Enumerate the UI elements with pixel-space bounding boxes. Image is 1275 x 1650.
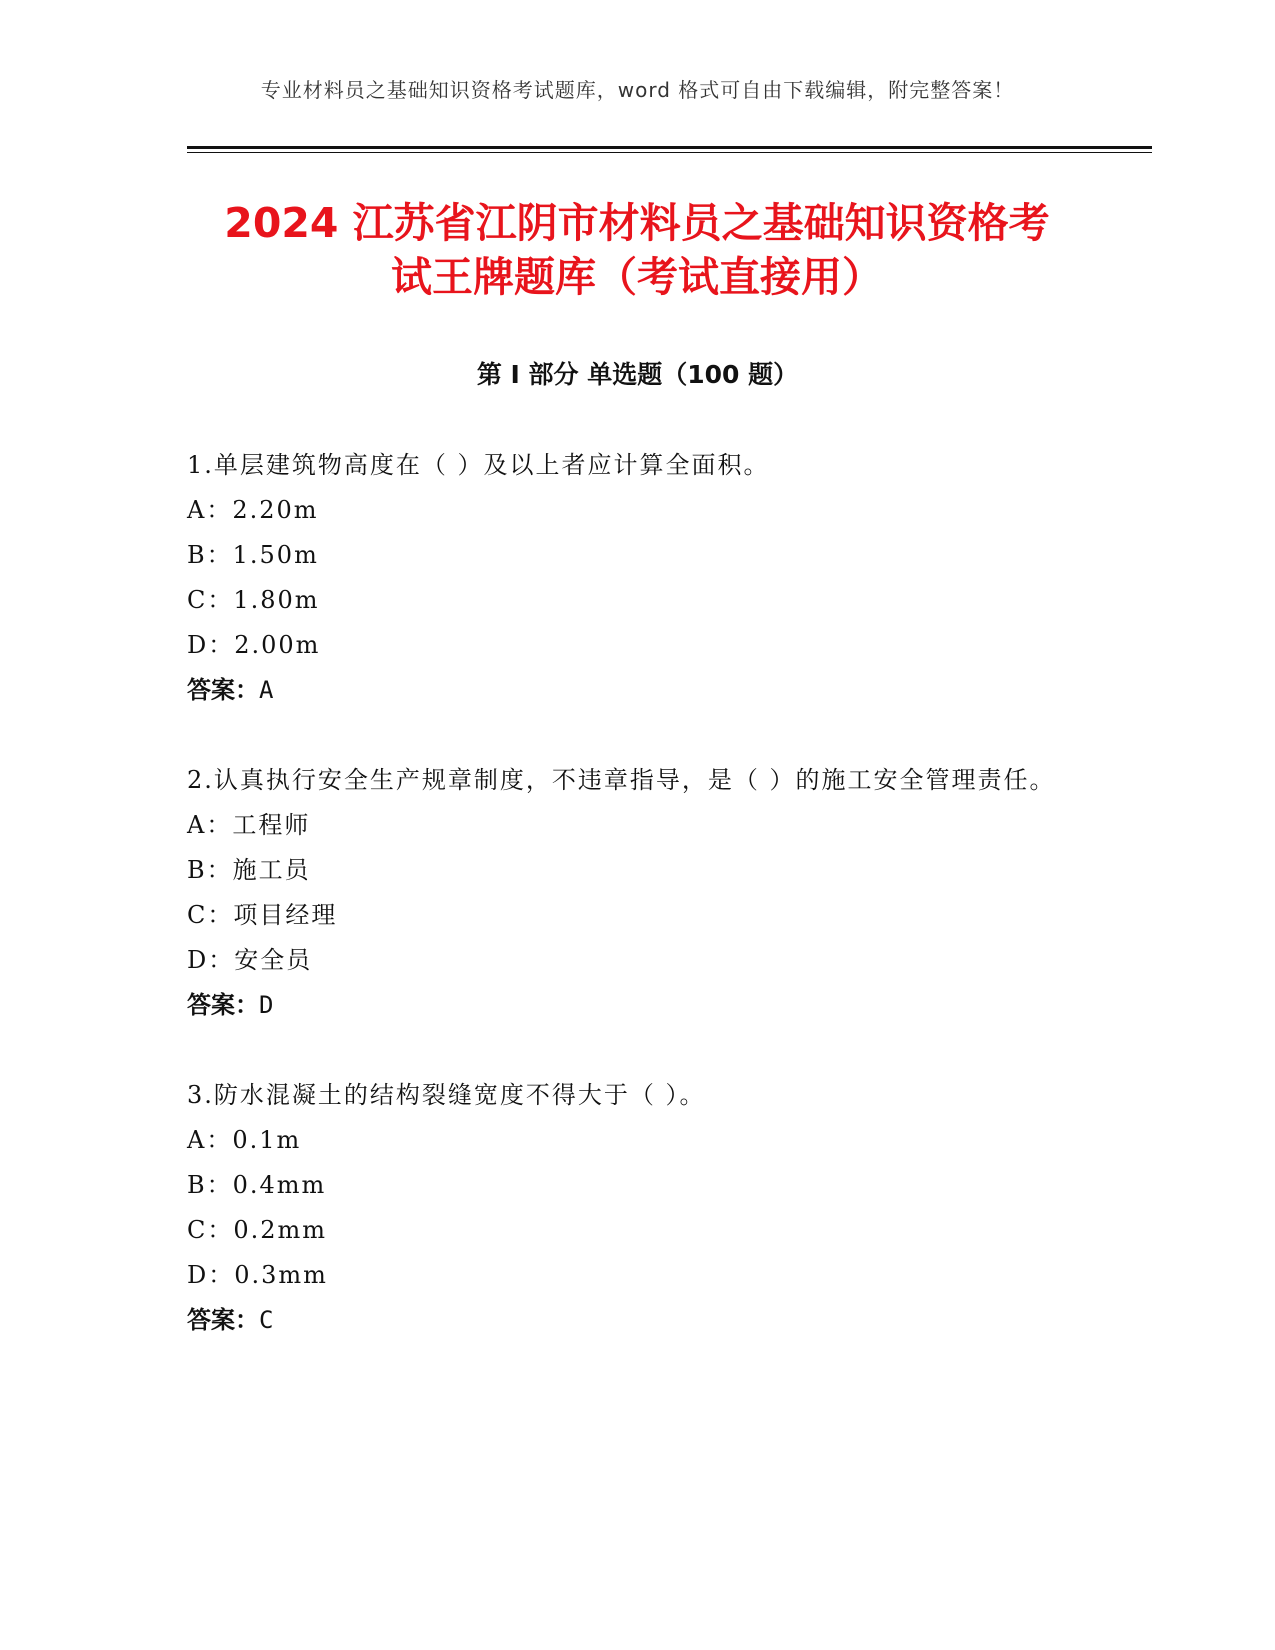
answer-value: D <box>259 991 274 1019</box>
question-2 <box>187 758 1087 1028</box>
header-divider-thin <box>187 152 1152 153</box>
question-text: 2.认真执行安全生产规章制度，不违章指导，是（ ）的施工安全管理责任。 <box>187 766 1056 794</box>
answer-line <box>187 668 1087 713</box>
question-list <box>187 443 1087 1388</box>
question-1 <box>187 443 1087 713</box>
answer-label: 答案： <box>187 991 259 1019</box>
answer-line <box>187 983 1087 1028</box>
option-a: A：0.1m <box>187 1126 302 1154</box>
page-header: 专业材料员之基础知识资格考试题库，word 格式可自由下载编辑，附完整答案！ <box>260 78 1015 102</box>
option-c: C：0.2mm <box>187 1216 328 1244</box>
question-text: 1.单层建筑物高度在（ ）及以上者应计算全面积。 <box>187 451 770 479</box>
option-c: C：项目经理 <box>187 901 338 929</box>
header-divider-thick <box>187 146 1152 149</box>
document-title <box>187 196 1087 304</box>
option-b: B：施工员 <box>187 856 311 884</box>
answer-line <box>187 1298 1087 1343</box>
option-d: D：0.3mm <box>187 1261 328 1289</box>
answer-value: A <box>259 676 274 704</box>
option-b: B：0.4mm <box>187 1171 327 1199</box>
option-d: D：2.00m <box>187 631 321 659</box>
option-c: C：1.80m <box>187 586 320 614</box>
section-heading: 第 I 部分 单选题（100 题） <box>476 360 799 389</box>
question-3 <box>187 1073 1087 1343</box>
title-line-2: 试王牌题库（考试直接用） <box>391 253 883 301</box>
answer-label: 答案： <box>187 1306 259 1334</box>
answer-label: 答案： <box>187 676 259 704</box>
answer-value: C <box>259 1306 274 1334</box>
option-b: B：1.50m <box>187 541 319 569</box>
title-line-1: 2024 江苏省江阴市材料员之基础知识资格考 <box>224 199 1050 247</box>
option-a: A：工程师 <box>187 811 311 839</box>
question-text: 3.防水混凝土的结构裂缝宽度不得大于（ ）。 <box>187 1081 706 1109</box>
option-a: A：2.20m <box>187 496 319 524</box>
option-d: D：安全员 <box>187 946 313 974</box>
